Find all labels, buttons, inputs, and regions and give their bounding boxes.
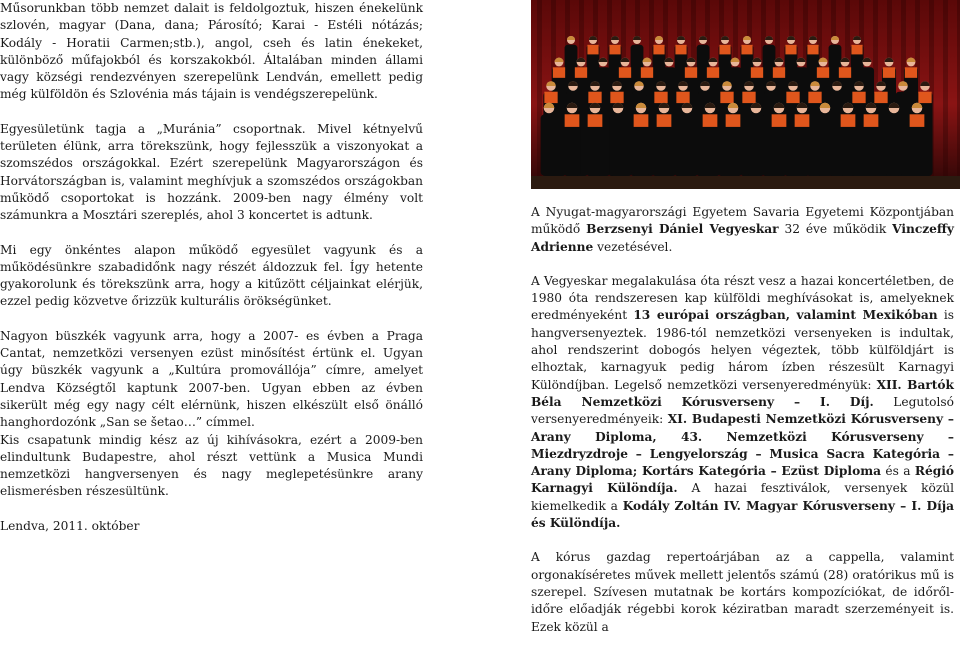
history-text-3: Legutolsó versenyeredményeik:: [531, 394, 954, 427]
choir-photo: [531, 0, 960, 189]
right-column: [531, 204, 954, 653]
choir-photo-image: [531, 0, 960, 189]
history-bold-4: Régió Karnagyi Különdíja.: [531, 464, 955, 496]
paragraph-repertoire: Műsorunkban több nemzet dalait is feldolgoztuk, hiszen énekelünk szlovén, magyar (Dana, dana; Párosító; Karai - Estéli nótázás; Kodály - Horatii Carmen;stb.), angol, cseh és latin énekeket, különböző műfajokból és korszakokból. Általában minden állami vagy községi rendezvényen szerepelünk Lendván, emellett pedig még külföldön és Szlovénia más tájain is vendégszerepelünk.: [0, 1, 423, 102]
paragraph-association: Egyesületünk tagja a „Muránia” csoportnak. Mivel kétnyelvű területen élünk, arra törekszünk, hogy fejlesszük a viszonyokat a szomszédos országokkal. Ezért szerepelünk Magyarországon és Horvátországban is, valamint meghívjuk a szomszédos országokban működő csoportokat is hozzánk. 2009-ben nagy élmény volt számunkra a Mosztári szereplés, ahol 3 koncertet is adtunk.: [0, 121, 423, 223]
history-text-2: is hangversenyeztek. 1986-tól nemzetközi versenyeken is indultak, ahol rendszerint dobogós helyen végeztek, több külföldjárt is elhoztak, karnagyuk pedig három ízben részesült Karnagyi Különdíjban. Legelső nemzetközi versenyeredményük:: [531, 308, 954, 392]
intro-text-3: vezetésével.: [593, 239, 673, 254]
paragraph-achievements: Nagyon büszkék vagyunk arra, hogy a 2007- es évben a Praga Cantat, nemzetközi versenyen ezüst minősítést értünk el. Ugyan úgy büszkék vagyunk a „Kultúra promovállója” címre, amelyet Lendva Községtől kaptunk 2007-ben. Ugyan ebben az évben sikerült még egy nagy célt elérnünk, hiszen elkészült első önálló hanghordozónk „San se šetao…” címmel.: [0, 328, 423, 430]
paragraph-budapest: Kis csapatunk mindig kész az új kihívásokra, ezért a 2009-ben elindultunk Budapestre, ahol részt vettünk a Musica Mundi nemzetközi hangversenyen és nagy meglepetésünkre arany elismerésben részesültünk.: [0, 432, 423, 499]
left-column: [0, 0, 423, 552]
history-text-1: A Vegyeskar megalakulása óta részt vesz a hazai koncertéletben, de 1980 óta rendszeresen kap külföldi meghívásokat is, amelyeknek eredményeként: [531, 273, 954, 323]
paragraph-intro: [531, 204, 954, 256]
paragraph-history: [531, 273, 954, 532]
conductor-name: Vinczeffy Adrienne: [531, 222, 955, 254]
history-text-4: és a: [881, 464, 915, 479]
intro-text-1: A Nyugat-magyarországi Egyetem Savaria Egyetemi Központjában működő: [531, 205, 954, 237]
paragraph-volunteer: Mi egy önkéntes alapon működő egyesület vagyunk és a működésünkre szabadidőnk nagy részét áldozzuk fel. Így hetente gyakorolunk és törekszünk arra, hogy a kitűzött céljainkat elérjük, ezzel pedig közvetve őrizzük kulturális örökségünket.: [0, 242, 423, 309]
date-line: Lendva, 2011. október: [0, 518, 140, 533]
history-text-5: A hazai fesztiválok, versenyek közül kiemelkedik a: [531, 481, 954, 513]
history-bold-2: XII. Bartók Béla Nemzetközi Kórusverseny – I. Díj.: [531, 377, 954, 409]
history-bold-5: Kodály Zoltán IV. Magyar Kórusverseny – I. Díja és Különdíja.: [531, 498, 955, 531]
history-bold-1: 13 európai országban, valamint Mexikóban: [633, 308, 938, 323]
history-bold-3: XI. Budapesti Nemzetközi Kórusverseny – Arany Diploma, 43. Nemzetközi Kórusverseny – Miezdryzdroje – Lengyelország – Musica Sacra Kategória – Arany Diploma; Kortárs Kategória – Ezüst Diploma: [531, 412, 954, 479]
intro-text-2: 32 éve működik: [778, 222, 893, 237]
paragraph-repertoire-right: A kórus gazdag repertoárjában az a cappella, valamint orgonakíséretes művek mellett jelentős számú (28) oratórikus mű is szerepel. Szívesen mutatnak be kortárs kompozíciókat, de időről-időre előadják régebbi korok kéziratban maradt szerzeményeit is. Ezek közül a: [531, 550, 954, 634]
choir-name: Berzsenyi Dániel Vegyeskar: [586, 222, 779, 237]
